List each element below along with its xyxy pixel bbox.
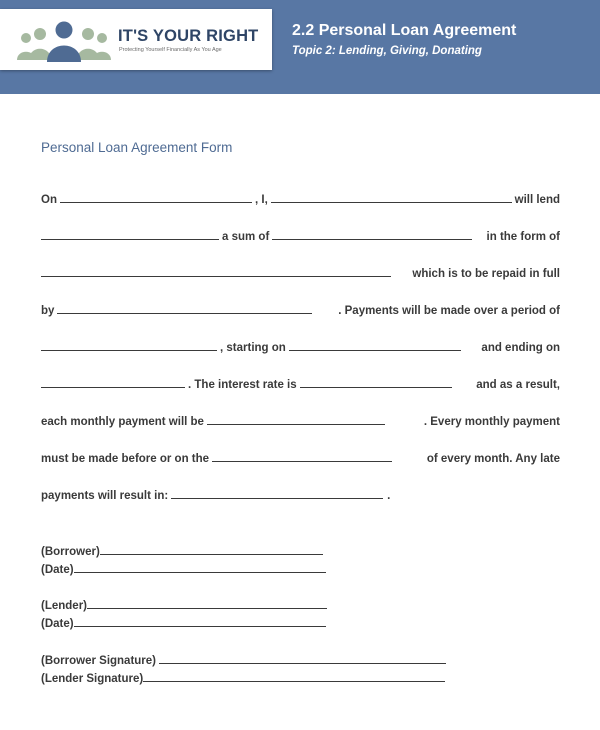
form-text: of every month. Any late [426, 453, 560, 465]
form-text: each monthly payment will be [41, 416, 204, 428]
form-text: . Payments will be made over a period of [338, 305, 560, 317]
form-text: and as a result, [476, 379, 560, 391]
borrower-date-line [41, 562, 326, 576]
borrower-date-blank[interactable] [74, 562, 326, 573]
end-date-blank[interactable] [41, 377, 185, 388]
due-day-blank[interactable] [212, 451, 392, 462]
lender-signature-line [41, 671, 445, 685]
lender-name-blank[interactable] [271, 192, 512, 203]
borrower-signature-label: (Borrower Signature) [41, 655, 157, 667]
lender-blank[interactable] [87, 598, 327, 609]
brand-logo [0, 9, 272, 70]
brand-tagline: Protecting Yourself Financially As You Age [119, 47, 222, 53]
lender-signature-label: (Lender Signature) [41, 673, 144, 685]
borrower-signature-line [41, 653, 446, 667]
form-text: . Every monthly payment [423, 416, 560, 428]
form-text: will lend [514, 194, 560, 206]
form-title: Personal Loan Agreement Form [41, 140, 233, 155]
start-date-blank[interactable] [289, 340, 461, 351]
document-title: 2.2 Personal Loan Agreement [292, 22, 517, 39]
form-text: On [41, 194, 57, 206]
lender-label: (Lender) [41, 600, 87, 612]
form-line [41, 377, 560, 391]
form-text: . The interest rate is [188, 379, 297, 391]
document-topic: Topic 2: Lending, Giving, Donating [292, 45, 482, 57]
loan-form-blank[interactable] [41, 266, 391, 277]
form-line [41, 488, 390, 502]
late-payment-blank[interactable] [171, 488, 383, 499]
form-line [41, 229, 560, 243]
form-line [41, 451, 560, 465]
form-text: . [387, 490, 391, 502]
form-line [41, 303, 560, 317]
borrower-line [41, 544, 323, 558]
monthly-payment-blank[interactable] [207, 414, 385, 425]
form-text: a sum of [222, 231, 270, 243]
form-text: which is to be repaid in full [412, 268, 560, 280]
payment-period-blank[interactable] [41, 340, 217, 351]
borrower-name-blank[interactable] [41, 229, 219, 240]
lender-date-label: (Date) [41, 618, 74, 630]
form-text: , starting on [220, 342, 286, 354]
form-text: and ending on [481, 342, 560, 354]
lender-date-blank[interactable] [74, 616, 326, 627]
borrower-date-label: (Date) [41, 564, 74, 576]
date-blank[interactable] [60, 192, 252, 203]
interest-rate-blank[interactable] [300, 377, 452, 388]
borrower-signature-blank[interactable] [159, 653, 446, 664]
repayment-date-blank[interactable] [57, 303, 312, 314]
lender-signature-blank[interactable] [143, 671, 445, 682]
form-text: in the form of [486, 231, 560, 243]
form-line [41, 266, 560, 280]
form-text: by [41, 305, 55, 317]
form-text: must be made before or on the [41, 453, 210, 465]
brand-name: IT'S YOUR RIGHT [118, 27, 259, 45]
loan-amount-blank[interactable] [272, 229, 472, 240]
form-line [41, 340, 560, 354]
people-group-icon [16, 20, 112, 62]
form-text: payments will result in: [41, 490, 169, 502]
borrower-blank[interactable] [100, 544, 323, 555]
form-line [41, 414, 560, 428]
form-line [41, 192, 560, 206]
form-text: , I, [254, 194, 268, 206]
lender-line [41, 598, 327, 612]
borrower-label: (Borrower) [41, 546, 100, 558]
lender-date-line [41, 616, 326, 630]
